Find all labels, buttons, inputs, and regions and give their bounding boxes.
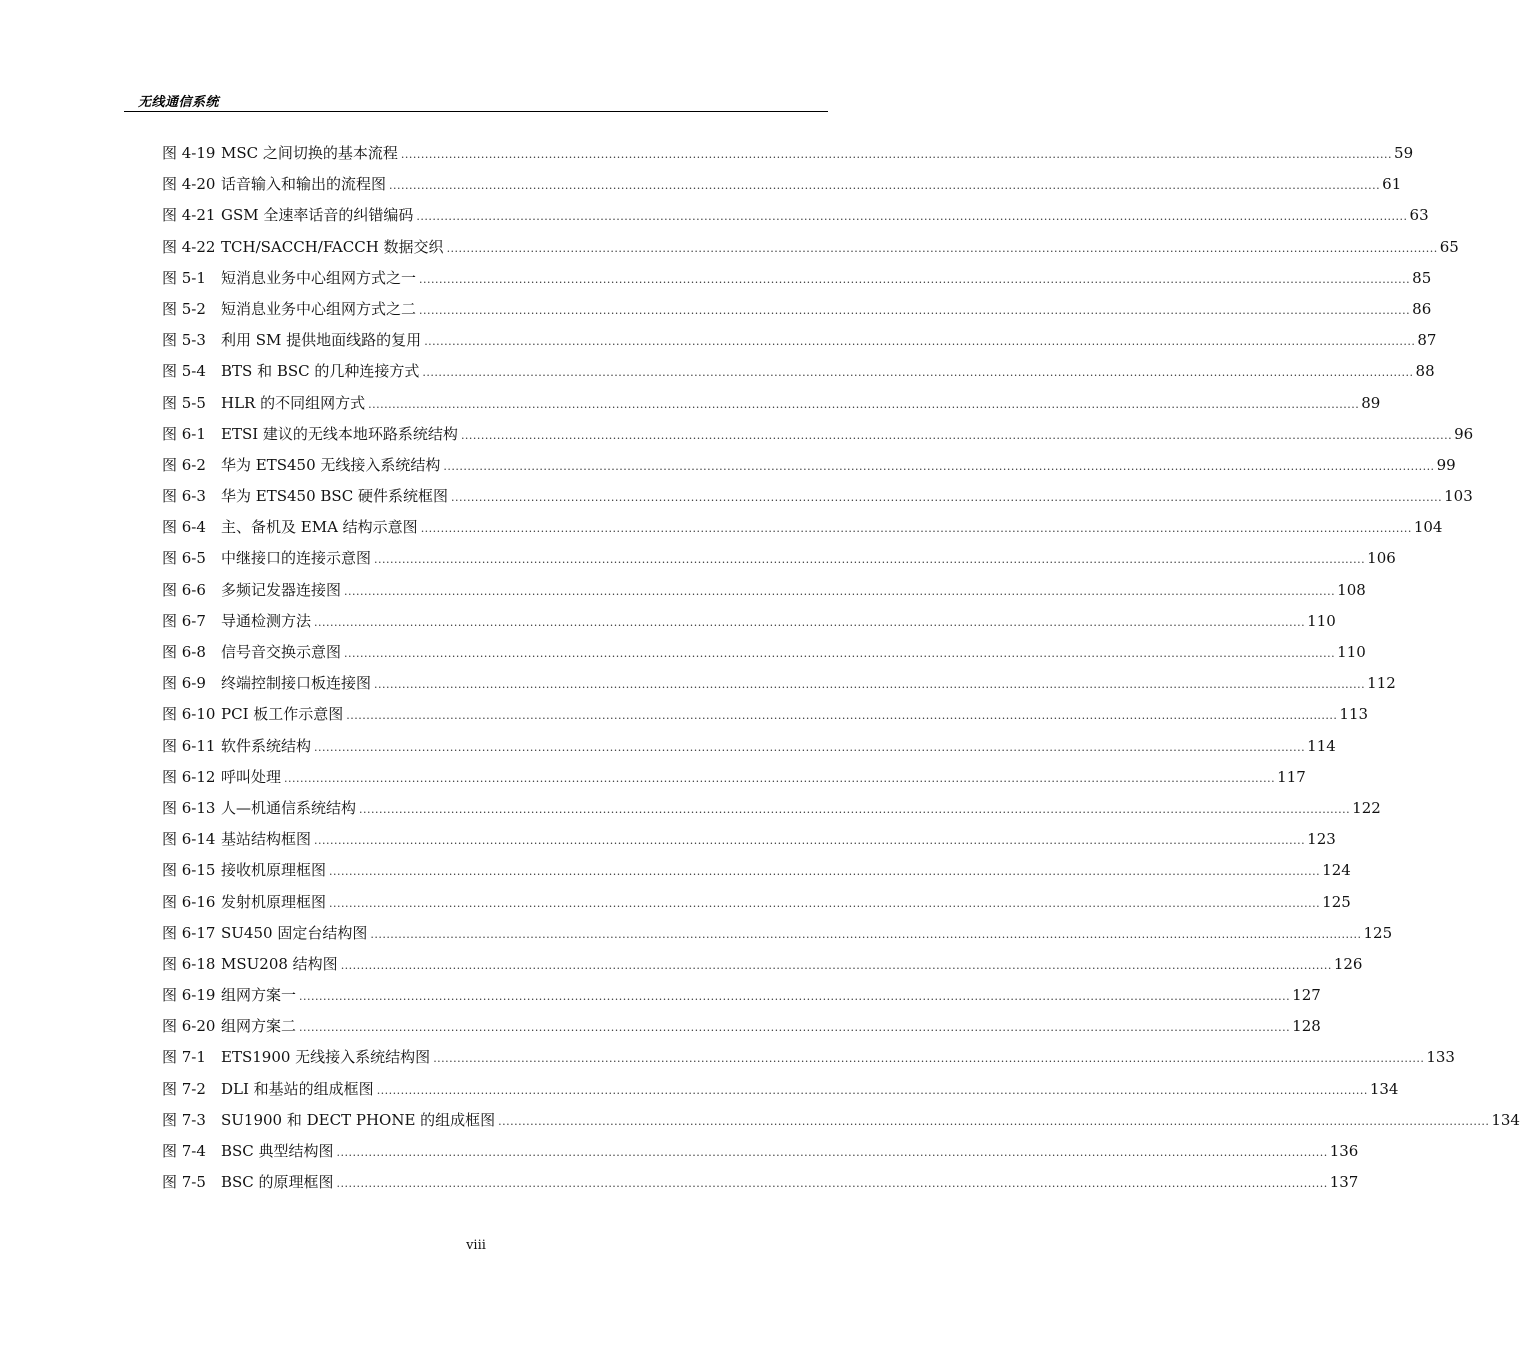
page-ref: 112	[1367, 674, 1396, 693]
toc-entry[interactable]	[162, 138, 1414, 169]
page-ref: 63	[1409, 206, 1429, 225]
figure-title: BTS 和 BSC 的几种连接方式	[221, 362, 420, 381]
toc-entry[interactable]	[162, 980, 1321, 1011]
figure-number: 图 6-11	[162, 736, 216, 755]
dot-leader	[368, 389, 1359, 420]
page-ref: 125	[1363, 923, 1393, 942]
toc-entry[interactable]	[162, 1136, 1359, 1167]
figure-number: 图 6-9	[162, 674, 206, 693]
toc-entry[interactable]	[162, 1011, 1321, 1042]
toc-entry[interactable]	[162, 200, 1429, 231]
toc-entry[interactable]	[162, 918, 1393, 949]
page-ref: 122	[1352, 798, 1381, 817]
figure-number: 图 5-3	[162, 331, 206, 350]
toc-entry[interactable]	[162, 1074, 1399, 1105]
figure-title: HLR 的不同组网方式	[221, 393, 366, 412]
figure-number: 图 6-20	[162, 1017, 216, 1036]
toc-entry[interactable]	[162, 855, 1351, 886]
figure-title: 多频记发器连接图	[221, 580, 342, 599]
page-ref: 88	[1415, 362, 1435, 381]
dot-leader	[346, 700, 1337, 731]
page-ref: 65	[1439, 237, 1459, 256]
figure-title: 信号音交换示意图	[221, 643, 342, 661]
figure-title: 组网方案一	[221, 986, 297, 1005]
figure-number: 图 6-18	[162, 954, 216, 973]
figure-title: SU450 固定台结构图	[221, 923, 368, 942]
figure-title: 软件系统结构	[221, 736, 312, 755]
dot-leader	[447, 233, 1438, 264]
figure-number: 图 6-10	[162, 705, 216, 724]
dot-leader	[389, 170, 1380, 201]
page-ref: 126	[1333, 954, 1363, 973]
figure-number: 图 5-5	[162, 393, 206, 412]
figure-title: 人—机通信系统结构	[221, 798, 357, 817]
dot-leader	[374, 544, 1365, 575]
dot-leader	[370, 919, 1361, 950]
toc-entry[interactable]	[162, 1167, 1359, 1198]
figure-title: MSC 之间切换的基本流程	[221, 144, 398, 162]
page-ref: 103	[1444, 487, 1473, 506]
toc-entry[interactable]	[162, 575, 1366, 606]
page-ref: 104	[1413, 518, 1443, 537]
dot-leader	[337, 1137, 1328, 1168]
figure-title: 华为 ETS450 BSC 硬件系统框图	[221, 487, 448, 506]
dot-leader	[461, 420, 1452, 451]
dot-leader	[416, 201, 1407, 232]
page-ref: 134	[1369, 1079, 1399, 1098]
toc-entry[interactable]	[162, 606, 1336, 637]
figure-title: 接收机原理框图	[221, 861, 327, 880]
figure-title: TCH/SACCH/FACCH 数据交织	[221, 237, 444, 256]
toc-entry[interactable]	[162, 1105, 1520, 1136]
dot-leader	[359, 794, 1350, 825]
figure-title: 组网方案二	[221, 1017, 297, 1036]
dot-leader	[314, 825, 1305, 856]
toc-entry[interactable]	[162, 887, 1351, 918]
toc-entry[interactable]	[162, 388, 1381, 419]
toc-entry[interactable]	[162, 668, 1396, 699]
figure-number: 图 6-1	[162, 424, 206, 443]
page-ref: 137	[1329, 1173, 1359, 1192]
figure-number: 图 6-17	[162, 923, 216, 942]
dot-leader	[341, 950, 1332, 981]
page-ref: 110	[1307, 611, 1336, 630]
dot-leader	[451, 482, 1442, 513]
figure-number: 图 6-5	[162, 549, 206, 568]
page-ref: 96	[1454, 424, 1474, 443]
figure-title: 导通检测方法	[221, 611, 312, 630]
page-ref: 113	[1339, 705, 1369, 724]
figure-number: 图 4-20	[162, 175, 216, 194]
figure-number: 图 5-4	[162, 362, 206, 381]
header-rule	[124, 111, 828, 112]
toc-entry[interactable]	[162, 1042, 1455, 1073]
toc-entry[interactable]	[162, 949, 1363, 980]
dot-leader	[419, 295, 1410, 326]
page-ref: 127	[1292, 986, 1321, 1005]
toc-entry[interactable]	[162, 481, 1473, 512]
figure-title: 中继接口的连接示意图	[221, 549, 372, 568]
figure-number: 图 6-4	[162, 518, 206, 537]
dot-leader	[314, 732, 1305, 763]
page-ref: 99	[1436, 455, 1456, 474]
running-header-title: 无线通信系统	[138, 95, 220, 110]
figure-number: 图 7-2	[162, 1079, 206, 1098]
dot-leader	[419, 264, 1410, 295]
figure-number: 图 6-19	[162, 986, 216, 1005]
figure-number: 图 7-1	[162, 1048, 206, 1067]
figure-title: 利用 SM 提供地面线路的复用	[221, 331, 422, 350]
page-ref: 117	[1277, 767, 1306, 786]
toc-entry[interactable]	[162, 793, 1381, 824]
toc-entry[interactable]	[162, 762, 1306, 793]
figure-number: 图 7-4	[162, 1142, 206, 1160]
figure-number: 图 4-21	[162, 206, 216, 225]
figure-list	[162, 138, 1520, 1198]
toc-entry[interactable]	[162, 450, 1456, 481]
dot-leader	[329, 888, 1320, 919]
figure-number: 图 7-3	[162, 1110, 206, 1129]
figure-title: MSU208 结构图	[221, 954, 338, 973]
dot-leader	[443, 451, 1434, 482]
figure-title: ETSI 建议的无线本地环路系统结构	[221, 424, 458, 443]
figure-title: BSC 的原理框图	[221, 1173, 334, 1192]
figure-number: 图 6-8	[162, 643, 206, 661]
figure-title: 终端控制接口板连接图	[221, 674, 372, 693]
figure-title: BSC 典型结构图	[221, 1142, 334, 1160]
toc-entry[interactable]	[162, 232, 1459, 263]
page-ref: 123	[1307, 830, 1336, 849]
figure-title: 短消息业务中心组网方式之二	[221, 299, 417, 318]
figure-number: 图 4-22	[162, 237, 216, 256]
dot-leader	[314, 607, 1305, 638]
toc-entry[interactable]	[162, 325, 1437, 356]
figure-number: 图 6-6	[162, 580, 206, 599]
page-ref: 61	[1382, 175, 1402, 194]
figure-title: 主、备机及 EMA 结构示意图	[221, 518, 418, 537]
toc-entry[interactable]	[162, 731, 1336, 762]
dot-leader	[299, 981, 1290, 1012]
page-ref: 87	[1417, 331, 1437, 350]
toc-entry[interactable]	[162, 356, 1435, 387]
page-ref: 134	[1491, 1110, 1520, 1129]
dot-leader	[433, 1043, 1424, 1074]
toc-entry[interactable]	[162, 637, 1366, 668]
figure-title: 基站结构框图	[221, 830, 312, 849]
figure-number: 图 6-14	[162, 830, 216, 849]
page-ref: 108	[1337, 580, 1366, 599]
figure-number: 图 6-3	[162, 487, 206, 506]
page-ref: 59	[1394, 144, 1414, 162]
figure-title: DLI 和基站的组成框图	[221, 1079, 374, 1098]
figure-number: 图 5-1	[162, 268, 206, 287]
dot-leader	[377, 1075, 1368, 1106]
figure-number: 图 4-19	[162, 144, 216, 162]
page-ref: 89	[1361, 393, 1381, 412]
page-ref: 125	[1322, 892, 1351, 911]
page-ref: 86	[1412, 299, 1432, 318]
page-ref: 114	[1307, 736, 1336, 755]
toc-entry[interactable]	[162, 543, 1396, 574]
page-ref: 106	[1367, 549, 1396, 568]
figure-title: ETS1900 无线接入系统结构图	[221, 1048, 431, 1067]
figure-number: 图 6-16	[162, 892, 216, 911]
figure-number: 图 5-2	[162, 299, 206, 318]
dot-leader	[344, 638, 1335, 669]
page-ref: 124	[1322, 861, 1351, 880]
dot-leader	[284, 763, 1275, 794]
dot-leader	[421, 513, 1412, 544]
toc-entry[interactable]	[162, 294, 1432, 325]
figure-title: 发射机原理框图	[221, 892, 327, 911]
page-ref: 128	[1292, 1017, 1321, 1036]
dot-leader	[498, 1106, 1489, 1137]
dot-leader	[374, 669, 1365, 700]
dot-leader	[422, 357, 1413, 388]
page-number: viii	[466, 1238, 486, 1253]
figure-number: 图 6-13	[162, 798, 216, 817]
figure-title: 短消息业务中心组网方式之一	[221, 268, 417, 287]
toc-entry[interactable]	[162, 512, 1443, 543]
figure-title: GSM 全速率话音的纠错编码	[221, 206, 414, 225]
dot-leader	[329, 856, 1320, 887]
dot-leader	[344, 576, 1335, 607]
toc-entry[interactable]	[162, 419, 1474, 450]
figure-title: 呼叫处理	[221, 767, 282, 786]
figure-title: 华为 ETS450 无线接入系统结构	[221, 455, 441, 474]
figure-title: PCI 板工作示意图	[221, 705, 344, 724]
toc-entry[interactable]	[162, 824, 1336, 855]
figure-number: 图 7-5	[162, 1173, 206, 1192]
figure-title: SU1900 和 DECT PHONE 的组成框图	[221, 1110, 496, 1129]
page-ref: 110	[1337, 643, 1366, 661]
toc-entry[interactable]	[162, 699, 1369, 730]
figure-number: 图 6-7	[162, 611, 206, 630]
page-ref: 136	[1329, 1142, 1359, 1160]
dot-leader	[337, 1168, 1328, 1199]
page-ref: 85	[1412, 268, 1432, 287]
figure-number: 图 6-12	[162, 767, 216, 786]
figure-number: 图 6-15	[162, 861, 216, 880]
figure-title: 话音输入和输出的流程图	[221, 175, 387, 194]
dot-leader	[299, 1012, 1290, 1043]
page-ref: 133	[1426, 1048, 1455, 1067]
toc-entry[interactable]	[162, 263, 1432, 294]
toc-entry[interactable]	[162, 169, 1402, 200]
dot-leader	[401, 139, 1392, 170]
dot-leader	[424, 326, 1415, 357]
figure-number: 图 6-2	[162, 455, 206, 474]
